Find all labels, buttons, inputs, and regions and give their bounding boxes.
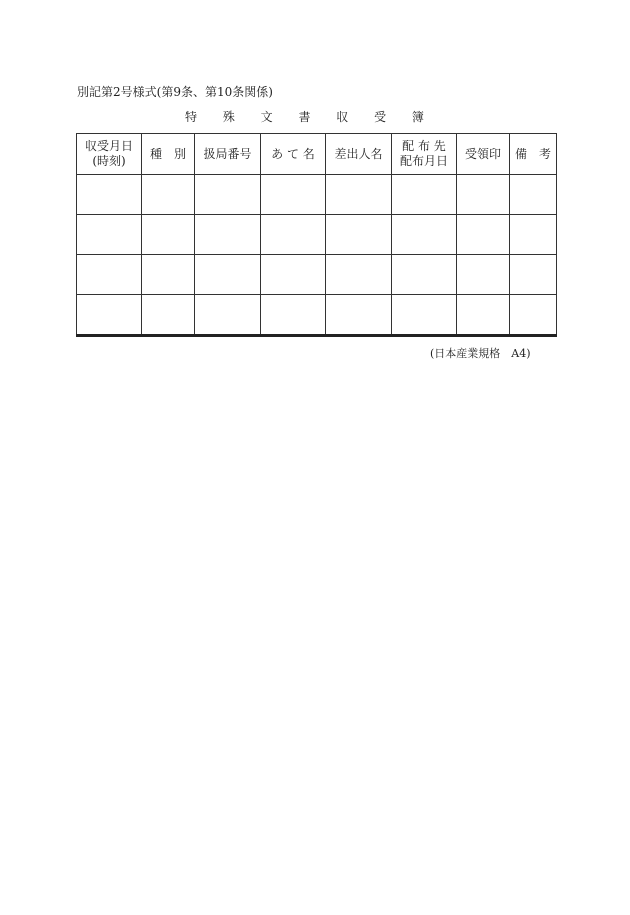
table-cell [392, 215, 457, 255]
table-cell [392, 255, 457, 295]
table-cell [326, 215, 392, 255]
receipt-ledger-table [76, 133, 557, 337]
table-cell [142, 255, 195, 295]
table-cell [261, 175, 326, 215]
table-cell [392, 295, 457, 336]
table-cell [195, 175, 261, 215]
table-cell [77, 295, 142, 336]
table-cell [457, 175, 510, 215]
document-title: 特 殊 文 書 収 受 簿 [185, 110, 435, 124]
table-cell [77, 255, 142, 295]
table-row [77, 295, 557, 336]
table-cell [261, 255, 326, 295]
table-cell [510, 175, 557, 215]
table-cell [261, 215, 326, 255]
table-cell [142, 215, 195, 255]
column-header-office-number: 扱局番号 [195, 134, 261, 175]
table-cell [510, 255, 557, 295]
column-header-remarks: 備 考 [510, 134, 557, 175]
paper-size-note: (日本産業規格 A4) [430, 347, 531, 360]
table-row [77, 255, 557, 295]
table-cell [392, 175, 457, 215]
table-cell [195, 295, 261, 336]
table-cell [457, 215, 510, 255]
table-cell [142, 295, 195, 336]
table-cell [326, 295, 392, 336]
table-header-row [77, 134, 557, 175]
table-cell [326, 175, 392, 215]
table-row [77, 215, 557, 255]
table-cell [457, 255, 510, 295]
table-cell [261, 295, 326, 336]
table-cell [510, 295, 557, 336]
form-reference: 別記第2号様式(第9条、第10条関係) [77, 85, 273, 99]
table-cell [195, 255, 261, 295]
table-cell [510, 215, 557, 255]
column-header-addressee: あ て 名 [261, 134, 326, 175]
column-header-receipt-seal: 受領印 [457, 134, 510, 175]
column-header-distribution: 配 布 先 配布月日 [392, 134, 457, 175]
table-cell [326, 255, 392, 295]
table-cell [77, 175, 142, 215]
table-cell [77, 215, 142, 255]
table-cell [195, 215, 261, 255]
table-cell [457, 295, 510, 336]
table-cell [142, 175, 195, 215]
column-header-type: 種 別 [142, 134, 195, 175]
table-row [77, 175, 557, 215]
column-header-received-date: 収受月日 (時刻) [77, 134, 142, 175]
column-header-sender: 差出人名 [326, 134, 392, 175]
